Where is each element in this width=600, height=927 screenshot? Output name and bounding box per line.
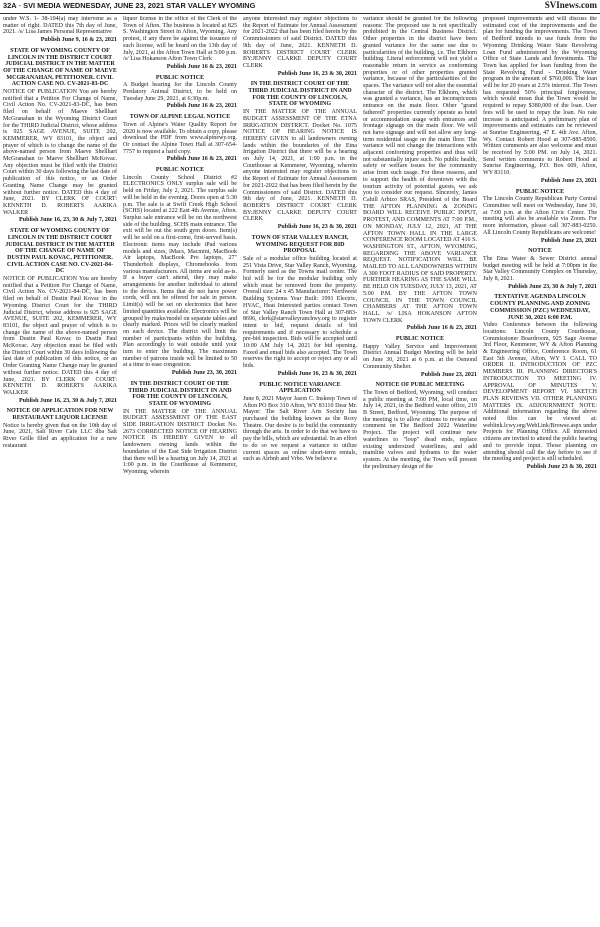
notice-title: IN THE DISTRICT COURT OF THE THIRD JUDICIAL DISTRICT IN AND FOR THE COUNTY OF LINCOLN, STATE OF WYOMING (128, 380, 232, 407)
notice-body: A Budget hearing for the Lincoln County Predatory Animal District, to be held on Tuesday June 29, 2021, at 6:30p.m. (123, 82, 237, 102)
notice-title: TOWN OF STAR VALLEY RANCH, WYOMING REQUEST FOR BID PROPOSAL (251, 234, 349, 255)
notice-body: variance should be granted for the following reasons: The proposed use is not specifically prohibited in the Central Business District. Other properties in the district have been granted variance for the same use due to particularities of the building, i.e. The Elkhorn building. Literal enforcement will not yield a reasonable return in service as conforming properties or of other properties granted variance, because of the particularities of the spaces. The variance will not alter the essential character of the district. The Elkhorn, which was granted a variance, has an inconspicuous entrance on the main floor. Other "grand fathered" properties currently operate as hotel or accommodation usage with entrances and frontage signage on the main floor. We will not have signage and will not allow any long-term residential usage on the main floor. The variance will not change the interactions with adjacent conforming properties and thus will not substantially injure such. No public health, safety or welfare issues for the community arise from such usage. For these reasons, and to support the health of downtown with the tourism activity of potential guests, we ask you to consider our request. Sincerely, James Cahill Arbizo SRAS, President of the Board THE AFTON PLANNING & ZONING BOARD WILL RECEIVE PUBLIC INPUT, PROTEST, AND COMMENTS AT 7:00 P.M., ON MONDAY, JULY 12, 2021, AT THE AFTON TOWN HALL IN THE LARGE CONFERENCE ROOM LOCATED AT 416 S. WASHINGTON ST., AFTON, WYOMING, REGARDING THE ABOVE VARIANCE REQUEST. NOTIFICATION WILL BE MAILED TO ALL LANDOWNERS WITHIN A 300 FOOT RADIUS OF SAID PROPERTY. FURTHER HEARING AS THE SAME WILL BE HELD ON TUESDAY, JULY 13, 2021, AT 5:00 P.M. BY THE AFTON TOWN COUNCIL IN THE TOWN COUNCIL CHAMBERS AT THE AFTON TOWN HALL. /s/ LISA HOKANSON AFTON TOWN CLERK (363, 16, 477, 324)
notice-title: NOTICE OF PUBLIC MEETING (375, 382, 465, 389)
column-3 (243, 16, 357, 927)
column-4 (363, 16, 477, 927)
publish-dates: Publish June 23, 2021 (420, 371, 477, 378)
notice-title: PUBLIC NOTICE VARIANCE APPLICATION (259, 381, 341, 395)
notice-title: TENTATIVE AGENDA LINCOLN COUNTY PLANNING AND ZONING COMMISSION (PZC) WEDNESDAY, JUNE 30, 2021 6:00 P.M. (489, 294, 591, 321)
issue-date: WEDNESDAY, JUNE 23, 2021 (62, 1, 165, 10)
section-name: SVI MEDIA (23, 1, 61, 10)
publish-dates: Publish June 23, 30, 2021 (171, 370, 237, 377)
column-5 (483, 16, 597, 927)
publish-dates: Publish June 9, 16 & 23, 2021 (40, 37, 117, 44)
notice-body: anyone interested may register objections to the Report of Estimate for Annual Assessment for 2021-2022 that has been filed herein by the Commissioners of said District. DATED this 9th day of June, 2021. KENNETH D. ROBERTS DISTRICT COURT CLERK BY:JENNY CLARKE DEPUTY COURT CLERK (243, 16, 357, 69)
notice-body: Town of Alpine's Water Quality Report for 2020 is now available. To obtain a copy, please download the PDF from www.alpinewy.org. Or contact the Alpine Town Hall at 307-654-7757 to request a hard copy. (123, 121, 237, 155)
notice-body: proposed improvements and will discuss the estimated cost of the improvements and the plan for funding the improvements. The Town of Bedford intends to use funds from the Wyoming Drinking Water State Revolving Loan Fund administered by the Wyoming Office of State Lands and Investments. The Town has applied for loan funding from the State Revolving Fund - Drinking Water program in the amount of $760,000. The loan will be for 20 years at 2.5% interest. The Town has requested 50% principal forgiveness, which would mean that the Town would be required to repay $380,000 of the loan. User fees will be used to repay the loan. No rate increase is anticipated. A preliminary plan of improvements and estimates can be reviewed at Sunrise Engineering, 47 E. 4th Ave. Afton, Wy. Contact Robert Hood at 307-885-8500. Written comments are also welcome and must be received by 5:00 PM. on July 14, 2021. Send written comments to Robert Hood at Sunrise Engineering, P.O. Box 609, Afton, WY 83110. (483, 16, 597, 177)
notice-title: TOWN OF ALPINE LEGAL NOTICE (129, 114, 231, 121)
notice-body: Lincoln County School District #2 ELECTRONICS ONLY surplus sale will be held on Friday, July 2, 2021. The surplus sale will be held in the evening. Doors open at 5:30 p.m. The sale is at Swift Creek High School (SCHS) located at 222 East 4th Avenue, Afton. Surplus sale entrance will be on the northwest side of the building. SCHS main entrance. The exit will be out the south gym doors. Item(s) will be sold on a first-come, first-served basis. Electronic items may include iPad various models and sizes, iMacs, Macmini, MacBook Air laptops, MacBook Pro laptops, 27" Thunderbolt displays, Chromebooks from various manufacturers. All items are sold as-is. If a buyer can't attend, they may make arrangements for another individual to attend to the device. Items that do not have power cords, will not be offered for sale in person. Limit(s) will be set on electronics that have limited quantities available. Electronics will be grouped by make/model on separate tables and clearly marked. Prices will be clearly marked on each device. The district will limit the number of participants within the building. Plan accordingly to wait outside until your turn to enter the building. The maximum number of patrons inside will be limited to 50 at a time to ease congestion. (123, 174, 237, 369)
notice-body: Notice is hereby given that on the 10th day of June, 2021, Salt River Cafe LLC dba Salt River Grille filed an application for a new restaurant (3, 422, 117, 449)
publish-dates: Publish June 16, 23, 30 & July 7, 2021 (19, 397, 117, 404)
column-2 (123, 16, 237, 927)
legal-notices (3, 16, 597, 927)
publish-dates: Publish June 23, 2021 (540, 177, 597, 184)
publish-dates: Publish June 16, 23 & 30, 2021 (277, 224, 357, 231)
publish-dates: Publish June 16, 23 & 30, 2021 (277, 370, 357, 377)
notice-title: NOTICE OF APPLICATION FOR NEW RESTAURANT LIQUOR LICENSE (6, 408, 114, 422)
notice-body: June 8, 2021 Mayor Jason C. Inskeep Town of Afton PO Box 310 Afton, WY 83110 Dear Mr. Mayor: The Salt River Arts Society has purchased the building known as the Roxy Theatre. Our desire is to build the community through the arts. In order to do that we have to pay the bills, which are substantial. In an effort to do so we request a variance to utilize current spaces as online short-term rentals, such as Airbnb and Vrbo. We believe a (243, 395, 357, 463)
notice-body: Sale of a modular office building located at 251 Vista Drive, Star Valley Ranch, Wyoming. Formerly used as the Towns mail center. The bid will be for the modular building only which must be removed from the property. Overall size: 24 x 45 Manufacturer: Northwest Building Systems Year Built: 1991 Electric, HVAC, Heat Interested parties contact Town of Star Valley Ranch Town Hall at 307-883-8696, clerk@starvalleyranchwy.org to register intent to bid, request details of bid requirements and if necessary to schedule a pre-bid inspection. Bids will be accepted until 10:00 AM July 14, 2021 for bid opening. Faxed and email bids also accepted. The Town reserves the right to accept or reject any or all bids. (243, 255, 357, 370)
publication-name: STAR VALLEY WYOMING (166, 1, 256, 10)
publish-dates: Publish June 16, 23 & 30, 2021 (277, 70, 357, 77)
notice-title: STATE OF WYOMING COUNTY OF LINCOLN IN THE DISTRICT COURT JUDICIAL DISTRICT IN THE MATTER OF THE CHANGE OF NAME OF DUSTIN PAUL KOVAC, PETITIONER. CIVIL ACTION CASE NO. CV-2021-84-DC (5, 228, 115, 275)
publish-dates: Publish June 16, 23, 30 & July 7, 2021 (19, 217, 117, 224)
notice-title: IN THE DISTRICT COURT OF THE THIRD JUDICIAL DISTRICT IN AND FOR THE COUNTY OF LINCOLN, STATE OF WYOMING (248, 81, 352, 108)
notice-body: Happy Valley Service and Improvement District Annual Budget Meeting will be held on June 30, 2021 at 6 p.m. at the Osmond Community Shelter. (363, 343, 477, 370)
notice-body: IN THE MATTER OF THE ANNUAL BUDGET ASSESSMENT OF THE ETNA IRRIGATION DISTRICT. Docket No. 1075 NOTICE OF HEARING NOTICE IS HEREBY GIVEN to all landowners owning lands within the boundaries of the Etna Irrigation District that there will be a hearing on July 14, 2021, at 1:00 p.m. in the Courthouse at Kemmerer, Wyoming, wherein anyone interested may register objections to the Report of Estimate for Annual Assessment for 2021-2022 that has been filed herein by the Commissioners of said District. DATED this 9th day of June, 2021. KENNETH D. ROBERTS DISTRICT COURT CLERK BY:JENNY CLARKE DEPUTY COURT CLERK (243, 109, 357, 223)
notice-body: liquor license in the office of the Clerk of the Town of Afton. The business is located at 825 S. Washington Street in Afton, Wyoming. Any protest, if any there be against the issuance of such license, will be heard on the 13th day of July, 2021, at the Afton Town Hall at 5:00 p.m. /s/ Lisa Hokanson Afton Town Clerk (123, 16, 237, 63)
notice-body: The Etna Water & Sewer District annual budget meeting will be held at 7:00pm in the Star Valley Community Complex on Thursday, July 8, 2021. (483, 255, 597, 283)
column-1 (3, 16, 117, 927)
publish-dates: Publish June 16 & 23, 2021 (166, 156, 237, 163)
notice-title: PUBLIC NOTICE (155, 167, 205, 174)
notice-title: PUBLIC NOTICE (515, 188, 565, 195)
publish-dates: Publish June 16 & 23, 2021 (406, 325, 477, 332)
notice-body: The Lincoln County Republican Party Central Committee will meet on Wednesday, June 30, at 7:00 p.m. at the Afton Civic Center. The meeting will also be available via Zoom. For more information, please call 307-883-0250. All Lincoln County Republicans are welcome! (483, 196, 597, 236)
publish-dates: Publish June 23, 30 & July 7, 2021 (508, 283, 597, 290)
notice-body: Video Conference between the following locations: Lincoln County Courthouse, Commissioner Boardroom, 925 Sage Avenue 3rd Floor, Kemmerer, WY & Afton Planning & Engineering Office, Conference Room, 61 East 5th Avenue, Afton, WY I. CALL TO ORDER II. INTRODUCTION OF PZC MEMBERS III. PLANNING DIRECTOR'S INTRODUCTION TO MEETING IV. APPROVAL OF MINUTES V. DEVELOPMENT REPORT VI. SKETCH PLAN REVIEWS VII. OTHER PLANNING MATTERS IX. ADJOURNMENT NOTE: Additional information regarding the above noted files can be viewed at: weblink.lcwy.org/WebLink/Browse.aspx under Projects for Planning Office. All interested citizens are invited to attend the public hearing and to provide input. Those planning on attending should call the day before to see if the meeting and project is still scheduled. (483, 322, 597, 463)
publish-dates: Publish June 23, 2021 (540, 237, 597, 244)
page-folio: 32A - SVI MEDIA WEDNESDAY, JUNE 23, 2021 STAR VALLEY WYOMING (3, 1, 256, 10)
notice-body: NOTICE OF PUBLICATION You are hereby notified that a Petition For Change of Name, Civil Action No. CV-2021-83-DC, has been filed on behalf of Maeve Shellhart McGranahan in the Wyoming District Court for the THIRD Judicial District, whose address is 925 SAGE AVENUE, SUITE 202, KEMMERER, WY 83101, the object and prayer of which is to change the name of the above-named person from Maeve Shellhart McGranahan to Maeve Shellhart McKovac. Any objection must be filed with the District Court within 30 days following the last date of publication of this notice, or an Order Granting Name Change may be granted without further notice. DATED this 4 day of June, 2021. BY CLERK OF COURT: KENNETH D. ROBERTS AARIKA WALKER (3, 89, 117, 216)
site-name: SVInews.com (544, 0, 597, 10)
notice-body: under W.S. 1- 38-104(a) may intervene as a matter of right. DATED this 7th day of June, 2021. /s/ Lisa James Personal Representative (3, 16, 117, 36)
notice-body: The Town of Bedford, Wyoming, will conduct a public meeting at 7:00 PM, local time, on July 14, 2021, in the Bedford water office, 219 B Street, Bedford, Wyoming. The purpose of the meeting is to allow citizens to review and comment on The Bedford 2022 Waterline Project. The project will continue new waterlines to "loop" dead ends, replace existing undersized waterlines, and add mainline valves and hydrants to the water system. At the meeting, the Town will present the preliminary design of the (363, 389, 477, 470)
publish-dates: Publish June 16 & 23, 2021 (166, 63, 237, 70)
publish-dates: Publish June 23 & 30, 2021 (526, 464, 597, 470)
notice-title: PUBLIC NOTICE (155, 74, 205, 81)
publish-dates: Publish June 16 & 23, 2021 (166, 103, 237, 110)
page-number: 32A (3, 1, 17, 10)
notice-title: PUBLIC NOTICE (395, 336, 445, 343)
notice-title: NOTICE (528, 248, 552, 255)
notice-body: IN THE MATTER OF THE ANNUAL BUDGET ASSESSMENT OF THE EAST SIDE IRRIGATION DISTRICT Docket No. 2673 CORRECTED NOTICE OF HEARING NOTICE IS HEREBY GIVEN to all landowners owning lands within the boundaries of the East Side Irrigation District that there will be a hearing on July 14, 2021 at 1:00 p.m. in the Courthouse at Kemmerer, Wyoming, wherein (123, 408, 237, 475)
notice-title: STATE OF WYOMING COUNTY OF LINCOLN IN THE DISTRICT COURT JUDICIAL DISTRICT IN THE MATTER OF THE CHANGE OF NAME OF MAEVE MCGRANAHAN, PETITIONER. CIVIL ACTION CASE NO. CV-2021-83-DC (3, 47, 117, 88)
page-header (0, 0, 600, 14)
notice-body: NOTICE OF PUBLICATION You are hereby notified that a Petition For Change of Name, Civil Action No. CV-2021-84-DC, has been filed on behalf of Dustin Paul Kovac in the Wyoming District Court for the THIRD Judicial District, whose address is 925 SAGE AVENUE, SUITE 202, KEMMERER, WY 83101, the object and prayer of which is to change the name of the above-named person from Dustin Paul Kovac to Dustin Paul McKovac. Any objection must be filed with the District Court within 30 days following the last date of publication of this notice, or an Order Granting Name Change may be granted without further notice. DATED this 4 day of June, 2021. BY CLERK OF COURT: KENNETH D. ROBERTS AARIKA WALKER (3, 276, 117, 396)
